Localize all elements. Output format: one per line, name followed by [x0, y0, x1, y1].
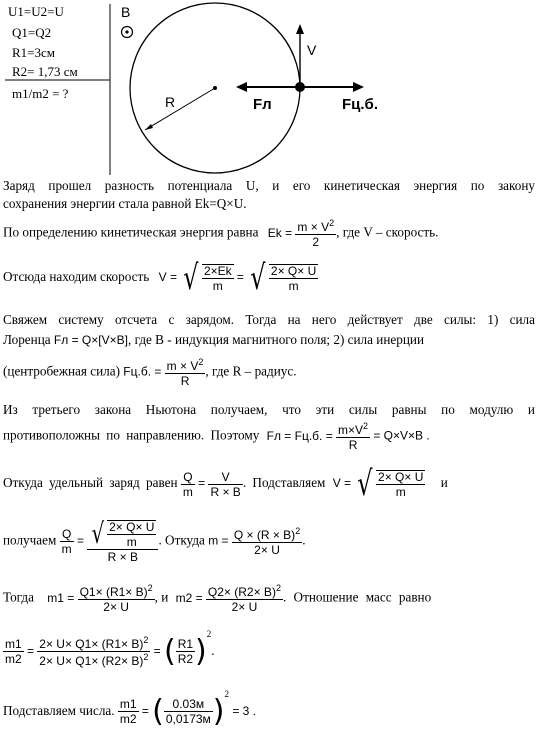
ratio-line: $\frac{m1}{m2}$ = $\frac{2\times U\times Q1\times (R1\times B)^2}{2\times U\times Q1\times (R2\times B)^2}$ = ( $\frac{R1}{R2}$ )$^2$. [5, 629, 215, 669]
qm-den: m [182, 484, 193, 499]
velocity-s2-num: 2× Q× U [270, 264, 317, 278]
equals-sign: = [198, 476, 206, 491]
m2-den: 2× U [231, 600, 258, 614]
and-word: и [440, 475, 448, 491]
lorentz-line [3, 333, 535, 346]
text-line-1b: сохранения энергии стала равной Ek=Q×U. [3, 196, 247, 211]
final-lhs-num: m1 [119, 697, 137, 712]
ke-intro: По определению кинетическая энергия равна [3, 224, 259, 240]
m-fraction [232, 527, 302, 556]
newton-fraction [336, 422, 370, 451]
given-u: U1=U2=U [8, 4, 64, 19]
specific-charge-line [3, 464, 535, 504]
ratio-den-sup: 2 [143, 652, 149, 663]
newton-num: m×V [338, 423, 364, 437]
radius-arrowhead [145, 124, 153, 130]
lorentz-formula: Fл = Q×[V×B] [53, 333, 128, 347]
numbers-intro: Подставляем числа. [3, 703, 115, 718]
centrifugal-intro: (центробежная сила) [3, 363, 120, 379]
given-find: m1/m2 = ? [12, 86, 69, 101]
newton-line [3, 422, 535, 451]
v-lhs: V = [332, 476, 352, 491]
ke-fraction [295, 219, 336, 248]
m-sup: 2 [295, 526, 301, 536]
ke-lhs: Ek = [267, 225, 293, 240]
velocity-s1-num: 2×Ek [203, 264, 232, 278]
obtain-qm [60, 528, 74, 555]
ke-num: m × V [297, 220, 330, 234]
lorentz-intro: Лоренца [3, 332, 51, 347]
ke-den: 2 [312, 235, 320, 249]
ratio-den: 2× U× Q1× (R2× B) [39, 654, 144, 669]
numbers-line: Подставляем числа. $\frac{m1}{m2}$ = ( $\frac{0.03м}{0,0173м}$ )$^2$ = 3 . [3, 689, 256, 729]
newton-intro: противоположны по направлению. Поэтому [3, 427, 260, 443]
centrifugal-lhs: Fц.б. = [123, 364, 162, 379]
field-label-b: B [121, 4, 131, 20]
period: . [302, 532, 306, 548]
ratio-lhs-num: m1 [5, 637, 22, 652]
text-line-4a: Свяжем систему отсчета с зарядом. Тогда на него действует две силы: 1) сила [3, 312, 535, 327]
substitute-text: . Подставляем [242, 475, 326, 491]
velocity-s1-den: m [212, 279, 223, 293]
centrifugal-num: m × V [166, 359, 199, 373]
ratio-text: . Отношение масс равно [282, 589, 432, 605]
final-num: 0.03м [164, 698, 213, 712]
m2-lhs: m2 = [175, 590, 203, 605]
m2-num: Q2× (R2× B) [207, 585, 276, 599]
ratio-lhs-den: m2 [5, 652, 22, 667]
vrb-num: V [208, 471, 242, 485]
final-den: 0,0173м [165, 712, 211, 727]
obtain-big-fraction: √ $\frac{2\times Q\times U}{m}$ R × B [87, 520, 158, 563]
newton-rhs: = Q×V×B . [373, 428, 430, 443]
velocity-lhs: V = [158, 270, 177, 285]
circular-motion-figure [0, 0, 538, 175]
specific-charge-intro: Откуда удельный заряд равен [3, 475, 178, 491]
ke-tail: , где V – скорость. [336, 224, 439, 240]
v-sqrt-den: m [395, 485, 406, 499]
given-r2: R2= 1,73 см [12, 64, 78, 79]
whence-text: . Откуда [158, 532, 205, 548]
m-lhs: m = [208, 533, 229, 548]
velocity-line: Отсюда находим скорость V = √ $\frac{2\times Ek}{m}$ = √ $\frac{2\times Q\times U}{m}$ [3, 258, 317, 298]
m2-fraction [206, 584, 283, 613]
r-ratio [176, 638, 195, 665]
v-sqrt-num: 2× Q× U [378, 470, 424, 484]
period-2: . [211, 643, 215, 658]
ke-num-sup: 2 [329, 218, 335, 228]
given-q: Q1=Q2 [12, 25, 52, 40]
centrifugal-arrowhead [353, 82, 364, 92]
centrifugal-line [3, 358, 535, 387]
ratio-lhs [3, 638, 24, 665]
charge-particle [295, 82, 305, 92]
m1-lhs: m1 = [47, 590, 75, 605]
text-line-1a: Заряд прошел разность потенциала U, и его кинетическая энергия по закону [3, 178, 535, 193]
obtain-sqrt-den: m [126, 535, 137, 549]
centrifugal-fraction [165, 358, 206, 387]
final-sup: 2 [224, 689, 230, 699]
m1-num: Q1× (R1× B) [79, 585, 148, 599]
final-fraction [164, 698, 213, 725]
final-lhs-den: m2 [119, 712, 137, 727]
vrb-fraction [208, 471, 242, 498]
obtain-qm-num: Q [60, 528, 74, 542]
ratio-fraction [37, 636, 150, 667]
m1-fraction [78, 584, 155, 613]
velocity-label: V [307, 42, 317, 58]
radius-line [145, 88, 215, 130]
obtain-intro: получаем [3, 532, 57, 548]
final-result: = 3 . [232, 704, 256, 718]
velocity-s2-den: m [288, 279, 299, 293]
obtain-sqrt-num: 2× Q× U [109, 520, 155, 534]
velocity-sqrt-2: √ $\frac{2\times Q\times U}{m}$ [250, 258, 317, 298]
given-r1: R1=3см [12, 45, 55, 60]
r-ratio-num: R1 [177, 637, 194, 652]
lorentz-force-label: Fл [253, 96, 272, 113]
ratio-num-sup: 2 [143, 635, 149, 646]
centrifugal-den: R [180, 374, 190, 388]
masses-line [3, 584, 535, 613]
r-ratio-sup: 2 [206, 629, 212, 639]
m2-sup: 2 [275, 583, 281, 593]
text-line-5a: Из третьего закона Ньютона получаем, что эти силы равны по модулю и [3, 402, 535, 417]
m1-den: 2× U [103, 600, 129, 614]
m1-sup: 2 [147, 583, 153, 593]
newton-sup: 2 [363, 421, 369, 431]
r-ratio-den: R2 [177, 652, 194, 667]
ratio-num: 2× U× Q1× (R1× B) [39, 637, 144, 652]
lorentz-tail: , где B - индукция магнитного поля; 2) сила инерции [127, 332, 425, 347]
v-sqrt: √ $\frac{2\times Q\times U}{m}$ [357, 464, 424, 504]
velocity-arrowhead [296, 24, 304, 34]
newton-lhs: Fл = Fц.б. = [266, 428, 333, 443]
centrifugal-tail: , где R – радиус. [205, 363, 297, 379]
then-word: Тогда [3, 589, 34, 605]
centrifugal-sup: 2 [198, 357, 204, 367]
kinetic-energy-line [3, 219, 535, 248]
b-field-dot [125, 30, 128, 33]
centrifugal-force-label: Fц.б. [342, 96, 378, 113]
qm-num: Q [181, 471, 195, 485]
obtain-qm-den: m [61, 542, 72, 556]
final-lhs [118, 698, 139, 725]
radius-label: R [165, 94, 176, 110]
newton-den: R [348, 438, 358, 452]
obtain-line: получаем $\frac{Q}{m}$ = √ $\frac{2\times Q\times U}{m}$ R × B . Откуда m = $\frac{Q \times (R \times B)^2}{2\times U}$ . [3, 517, 306, 564]
obtain-den: R × B [107, 550, 139, 564]
and-word-2: , и [154, 589, 169, 605]
lorentz-arrowhead [236, 82, 247, 92]
qm-fraction [181, 471, 195, 498]
m-num: Q × (R × B) [233, 528, 296, 542]
velocity-sqrt-1: √ $\frac{2\times Ek}{m}$ [183, 258, 232, 298]
m-den: 2× U [254, 543, 280, 557]
velocity-intro: Отсюда находим скорость [3, 269, 150, 285]
vrb-den: R × B [210, 484, 241, 499]
